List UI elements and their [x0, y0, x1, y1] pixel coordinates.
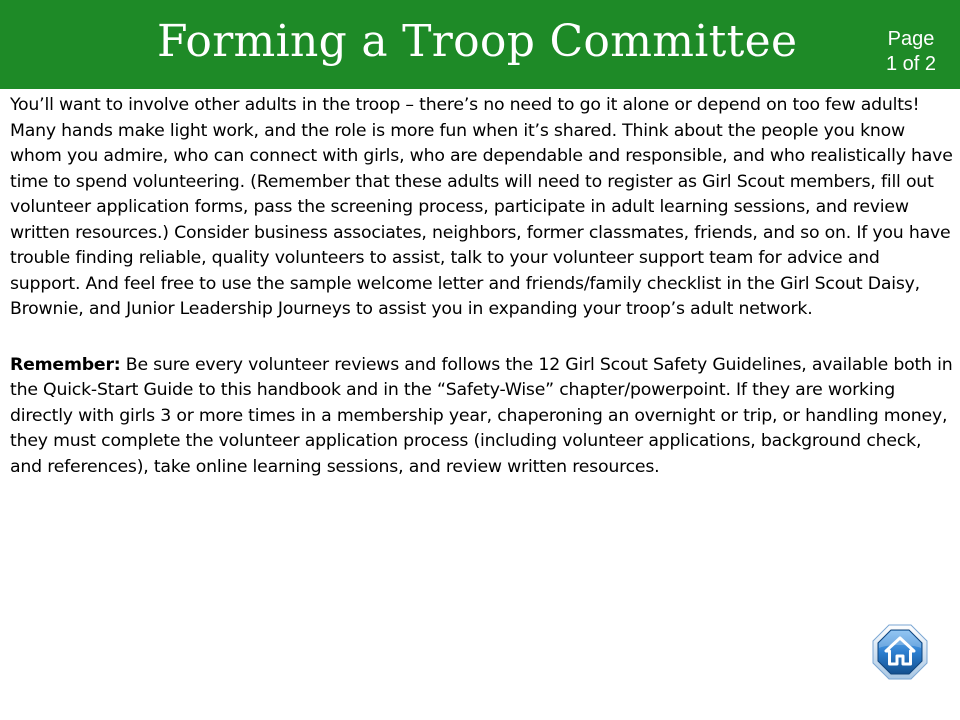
page-title: Forming a Troop Committee — [157, 16, 798, 67]
page-indicator-label: Page — [887, 28, 935, 50]
remember-label: Remember: — [10, 354, 121, 375]
body-content — [10, 93, 955, 480]
page-indicator-count: 1 of 2 — [885, 53, 937, 75]
title-bar — [0, 0, 960, 89]
paragraph-remember — [10, 353, 955, 481]
home-button[interactable] — [872, 624, 928, 680]
home-icon — [872, 624, 928, 680]
page-indicator — [872, 27, 950, 77]
remember-text: Be sure every volunteer reviews and follows the 12 Girl Scout Safety Guidelines, available both in the Quick-Start Guide to this handbook and in the “Safety-Wise” chapter/powerpoint. If they are working directly with girls 3 or more times in a membership year, chaperoning an overnight or trip, or handling money, they must complete the volunteer application process (including volunteer applications, background check, and references), take online learning sessions, and review written resources. — [10, 354, 953, 477]
paragraph-intro: You’ll want to involve other adults in the troop – there’s no need to go it alone or depend on too few adults! Many hands make light work, and the role is more fun when it’s shared. Think about the people you know whom you admire, who can connect with girls, who are dependable and responsible, and who realistically have time to spend volunteering. (Remember that these adults will need to register as Girl Scout members, fill out volunteer application forms, pass the screening process, participate in adult learning sessions, and review written resources.) Consider business associates, neighbors, former classmates, friends, and so on. If you have trouble finding reliable, quality volunteers to assist, talk to your volunteer support team for advice and support. And feel free to use the sample welcome letter and friends/family checklist in the Girl Scout Daisy, Brownie, and Junior Leadership Journeys to assist you in expanding your troop’s adult network. — [10, 95, 953, 319]
